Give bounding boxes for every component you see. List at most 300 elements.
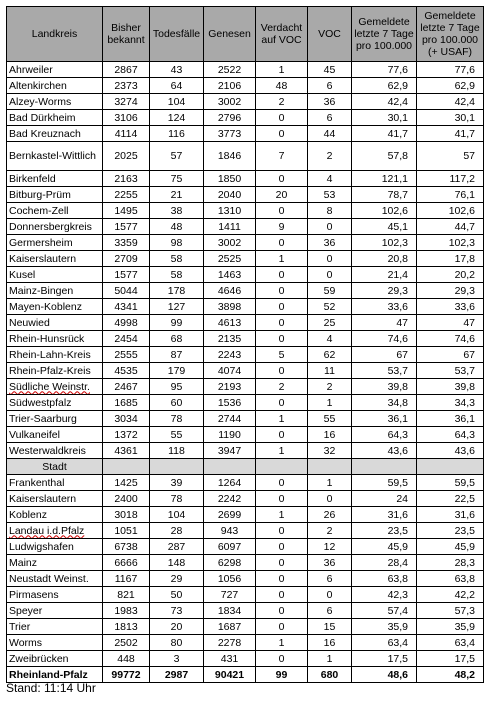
column-header: Gemeldete letzte 7 Tage pro 100.000 <box>352 7 417 62</box>
cell-value: 2193 <box>204 379 256 395</box>
empty-cell <box>308 459 352 475</box>
cell-value: 0 <box>256 203 308 219</box>
table-row <box>7 539 484 555</box>
cell-value: 1685 <box>103 395 150 411</box>
region-name: Donnersbergkreis <box>7 219 103 235</box>
cell-value: 2796 <box>204 110 256 126</box>
cell-value: 0 <box>256 299 308 315</box>
cell-value: 6 <box>308 110 352 126</box>
cell-value: 2106 <box>204 78 256 94</box>
cell-value: 1264 <box>204 475 256 491</box>
column-header: Todesfälle <box>150 7 204 62</box>
cell-value: 2744 <box>204 411 256 427</box>
cell-value: 0 <box>256 587 308 603</box>
cell-value: 58 <box>150 251 204 267</box>
cell-value: 1577 <box>103 219 150 235</box>
cell-value: 0 <box>256 283 308 299</box>
cell-value: 29,3 <box>417 283 484 299</box>
cell-value: 23,5 <box>417 523 484 539</box>
table-row <box>7 251 484 267</box>
cell-value: 50 <box>150 587 204 603</box>
table-row <box>7 443 484 459</box>
region-name: Germersheim <box>7 235 103 251</box>
cell-value: 0 <box>256 555 308 571</box>
cell-value: 15 <box>308 619 352 635</box>
cell-value: 0 <box>256 395 308 411</box>
cell-value: 3898 <box>204 299 256 315</box>
cell-value: 0 <box>308 587 352 603</box>
cell-value: 47 <box>352 315 417 331</box>
region-name: Koblenz <box>7 507 103 523</box>
cell-value: 4535 <box>103 363 150 379</box>
table-row <box>7 635 484 651</box>
cell-value: 178 <box>150 283 204 299</box>
cell-value: 48 <box>150 219 204 235</box>
table-row <box>7 379 484 395</box>
table-row <box>7 299 484 315</box>
cell-value: 31,6 <box>417 507 484 523</box>
table-row <box>7 203 484 219</box>
cell-value: 0 <box>308 491 352 507</box>
region-name: Frankenthal <box>7 475 103 491</box>
region-name <box>7 379 103 395</box>
cell-value: 179 <box>150 363 204 379</box>
cell-value: 1 <box>256 507 308 523</box>
table-row <box>7 171 484 187</box>
column-header: Verdacht auf VOC <box>256 7 308 62</box>
cell-value: 77,6 <box>417 62 484 78</box>
region-name: Bitburg-Prüm <box>7 187 103 203</box>
region-name: Pirmasens <box>7 587 103 603</box>
table-row <box>7 491 484 507</box>
cell-value: 2454 <box>103 331 150 347</box>
cell-value: 24 <box>352 491 417 507</box>
cell-value: 34,3 <box>417 395 484 411</box>
cell-value: 35,9 <box>352 619 417 635</box>
cell-value: 287 <box>150 539 204 555</box>
cell-value: 2 <box>308 142 352 171</box>
table-row <box>7 395 484 411</box>
cell-value: 0 <box>256 491 308 507</box>
cell-value: 1310 <box>204 203 256 219</box>
region-name: Speyer <box>7 603 103 619</box>
cell-value: 4341 <box>103 299 150 315</box>
cell-value: 28,3 <box>417 555 484 571</box>
cell-value: 3 <box>150 651 204 667</box>
cell-value: 45,9 <box>352 539 417 555</box>
cell-value: 0 <box>256 651 308 667</box>
cell-value: 31,6 <box>352 507 417 523</box>
cell-value: 2 <box>308 379 352 395</box>
cell-value: 4613 <box>204 315 256 331</box>
table-row <box>7 235 484 251</box>
cell-value: 44 <box>308 126 352 142</box>
cell-value: 90421 <box>204 667 256 683</box>
cell-value: 2400 <box>103 491 150 507</box>
region-name: Südwestpfalz <box>7 395 103 411</box>
cell-value: 1850 <box>204 171 256 187</box>
cell-value: 87 <box>150 347 204 363</box>
cell-value: 28 <box>150 523 204 539</box>
cell-value: 6 <box>308 603 352 619</box>
cell-value: 21,4 <box>352 267 417 283</box>
region-name: Mainz <box>7 555 103 571</box>
cell-value: 60 <box>150 395 204 411</box>
cell-value: 4 <box>308 171 352 187</box>
table-row <box>7 315 484 331</box>
cell-value: 5044 <box>103 283 150 299</box>
cell-value: 32 <box>308 443 352 459</box>
cell-value: 1 <box>256 251 308 267</box>
cell-value: 35,9 <box>417 619 484 635</box>
cell-value: 12 <box>308 539 352 555</box>
cell-value: 4074 <box>204 363 256 379</box>
cell-value: 33,6 <box>352 299 417 315</box>
empty-cell <box>103 459 150 475</box>
cell-value: 36,1 <box>417 411 484 427</box>
region-name: Bad Kreuznach <box>7 126 103 142</box>
region-name: Kusel <box>7 267 103 283</box>
cell-value: 48,2 <box>417 667 484 683</box>
cell-value: 41,7 <box>417 126 484 142</box>
cell-value: 53,7 <box>417 363 484 379</box>
table-row <box>7 427 484 443</box>
cell-value: 6738 <box>103 539 150 555</box>
cell-value: 75 <box>150 171 204 187</box>
cell-value: 29 <box>150 571 204 587</box>
cell-value: 17,5 <box>417 651 484 667</box>
region-name: Westerwaldkreis <box>7 443 103 459</box>
cell-value: 62,9 <box>352 78 417 94</box>
cell-value: 17,5 <box>352 651 417 667</box>
table-row <box>7 142 484 171</box>
cell-value: 1056 <box>204 571 256 587</box>
region-name: Ludwigshafen <box>7 539 103 555</box>
cell-value: 6097 <box>204 539 256 555</box>
cell-value: 102,6 <box>417 203 484 219</box>
cell-value: 2555 <box>103 347 150 363</box>
cell-value: 53 <box>308 187 352 203</box>
cell-value: 1536 <box>204 395 256 411</box>
cell-value: 2987 <box>150 667 204 683</box>
cell-value: 2135 <box>204 331 256 347</box>
cell-value: 2467 <box>103 379 150 395</box>
cell-value: 3773 <box>204 126 256 142</box>
cell-value: 3018 <box>103 507 150 523</box>
cell-value: 3106 <box>103 110 150 126</box>
column-header: Landkreis <box>7 7 103 62</box>
cell-value: 0 <box>256 171 308 187</box>
cell-value: 5 <box>256 347 308 363</box>
cell-value: 43,6 <box>352 443 417 459</box>
cell-value: 43 <box>150 62 204 78</box>
cell-value: 0 <box>256 475 308 491</box>
region-name: Birkenfeld <box>7 171 103 187</box>
cell-value: 1 <box>308 395 352 411</box>
cell-value: 2709 <box>103 251 150 267</box>
region-name: Altenkirchen <box>7 78 103 94</box>
cell-value: 59 <box>308 283 352 299</box>
cell-value: 3034 <box>103 411 150 427</box>
cell-value: 1190 <box>204 427 256 443</box>
cell-value: 124 <box>150 110 204 126</box>
cell-value: 74,6 <box>417 331 484 347</box>
cell-value: 62,9 <box>417 78 484 94</box>
cell-value: 99 <box>150 315 204 331</box>
region-name: Neuwied <box>7 315 103 331</box>
region-name: Vulkaneifel <box>7 427 103 443</box>
cell-value: 21 <box>150 187 204 203</box>
timestamp-footer: Stand: 11:14 Uhr <box>6 681 96 695</box>
cell-value: 431 <box>204 651 256 667</box>
table-row <box>7 571 484 587</box>
cell-value: 57,8 <box>352 142 417 171</box>
cell-value: 64,3 <box>417 427 484 443</box>
cell-value: 57,3 <box>417 603 484 619</box>
region-name: Rhein-Lahn-Kreis <box>7 347 103 363</box>
cell-value: 57,4 <box>352 603 417 619</box>
cell-value: 1834 <box>204 603 256 619</box>
empty-cell <box>352 459 417 475</box>
cell-value: 45,1 <box>352 219 417 235</box>
cell-value: 4361 <box>103 443 150 459</box>
cell-value: 0 <box>256 427 308 443</box>
cell-value: 943 <box>204 523 256 539</box>
table-row <box>7 62 484 78</box>
column-header: Genesen <box>204 7 256 62</box>
table-row <box>7 587 484 603</box>
cell-value: 95 <box>150 379 204 395</box>
cell-value: 104 <box>150 507 204 523</box>
cell-value: 45 <box>308 62 352 78</box>
cell-value: 36 <box>308 555 352 571</box>
cell-value: 48 <box>256 78 308 94</box>
covid-table <box>6 6 484 683</box>
cell-value: 1495 <box>103 203 150 219</box>
cell-value: 2867 <box>103 62 150 78</box>
table-row <box>7 603 484 619</box>
table-row <box>7 283 484 299</box>
cell-value: 55 <box>308 411 352 427</box>
cell-value: 1411 <box>204 219 256 235</box>
cell-value: 1 <box>256 62 308 78</box>
cell-value: 20,8 <box>352 251 417 267</box>
cell-value: 48,6 <box>352 667 417 683</box>
cell-value: 4646 <box>204 283 256 299</box>
region-name: Rhein-Hunsrück <box>7 331 103 347</box>
region-name: Rhein-Pfalz-Kreis <box>7 363 103 379</box>
cell-value: 30,1 <box>352 110 417 126</box>
cell-value: 1051 <box>103 523 150 539</box>
cell-value: 0 <box>256 571 308 587</box>
cell-value: 68 <box>150 331 204 347</box>
cell-value: 2502 <box>103 635 150 651</box>
region-name: Neustadt Weinst. <box>7 571 103 587</box>
cell-value: 80 <box>150 635 204 651</box>
region-name-text: Landau i.d.Pfalz <box>9 524 85 537</box>
cell-value: 20 <box>150 619 204 635</box>
column-header: Gemeldete letzte 7 Tage pro 100.000 (+ USAF) <box>417 7 484 62</box>
cell-value: 55 <box>150 427 204 443</box>
cell-value: 16 <box>308 635 352 651</box>
region-name: Trier <box>7 619 103 635</box>
region-name: Zweibrücken <box>7 651 103 667</box>
cell-value: 0 <box>256 267 308 283</box>
cell-value: 6298 <box>204 555 256 571</box>
cell-value: 121,1 <box>352 171 417 187</box>
cell-value: 821 <box>103 587 150 603</box>
region-name: Kaiserslautern <box>7 251 103 267</box>
table-row <box>7 619 484 635</box>
cell-value: 6 <box>308 78 352 94</box>
cell-value: 43,6 <box>417 443 484 459</box>
cell-value: 2699 <box>204 507 256 523</box>
cell-value: 38 <box>150 203 204 219</box>
cell-value: 102,3 <box>352 235 417 251</box>
cell-value: 1577 <box>103 267 150 283</box>
cell-value: 4114 <box>103 126 150 142</box>
cell-value: 11 <box>308 363 352 379</box>
cell-value: 2 <box>256 379 308 395</box>
cell-value: 59,5 <box>417 475 484 491</box>
cell-value: 20,2 <box>417 267 484 283</box>
table-row <box>7 507 484 523</box>
cell-value: 39,8 <box>417 379 484 395</box>
cell-value: 2 <box>308 523 352 539</box>
cell-value: 22,5 <box>417 491 484 507</box>
table-body <box>7 62 484 683</box>
table-row <box>7 110 484 126</box>
cell-value: 0 <box>256 110 308 126</box>
cell-value: 78 <box>150 411 204 427</box>
cell-value: 64 <box>150 78 204 94</box>
cell-value: 59,5 <box>352 475 417 491</box>
region-name: Mayen-Koblenz <box>7 299 103 315</box>
header-row <box>7 7 484 62</box>
region-name: Bad Dürkheim <box>7 110 103 126</box>
cell-value: 98 <box>150 235 204 251</box>
cell-value: 0 <box>256 315 308 331</box>
cell-value: 2163 <box>103 171 150 187</box>
cell-value: 118 <box>150 443 204 459</box>
section-row-stadt <box>7 459 484 475</box>
cell-value: 99772 <box>103 667 150 683</box>
empty-cell <box>417 459 484 475</box>
cell-value: 36,1 <box>352 411 417 427</box>
cell-value: 17,8 <box>417 251 484 267</box>
cell-value: 1687 <box>204 619 256 635</box>
cell-value: 2242 <box>204 491 256 507</box>
cell-value: 62 <box>308 347 352 363</box>
cell-value: 99 <box>256 667 308 683</box>
cell-value: 1 <box>308 475 352 491</box>
region-name-text: Südliche Weinstr. <box>9 380 90 393</box>
table-row <box>7 475 484 491</box>
region-name: Bernkastel-Wittlich <box>7 142 103 171</box>
cell-value: 33,6 <box>417 299 484 315</box>
cell-value: 2040 <box>204 187 256 203</box>
cell-value: 1 <box>256 635 308 651</box>
cell-value: 1463 <box>204 267 256 283</box>
cell-value: 42,3 <box>352 587 417 603</box>
cell-value: 76,1 <box>417 187 484 203</box>
cell-value: 57 <box>417 142 484 171</box>
column-header: Bisher bekannt <box>103 7 150 62</box>
cell-value: 64,3 <box>352 427 417 443</box>
region-name: Mainz-Bingen <box>7 283 103 299</box>
cell-value: 7 <box>256 142 308 171</box>
cell-value: 42,2 <box>417 587 484 603</box>
cell-value: 3274 <box>103 94 150 110</box>
table-row <box>7 219 484 235</box>
cell-value: 1813 <box>103 619 150 635</box>
cell-value: 2255 <box>103 187 150 203</box>
cell-value: 2522 <box>204 62 256 78</box>
table-row <box>7 347 484 363</box>
cell-value: 1846 <box>204 142 256 171</box>
region-name: Cochem-Zell <box>7 203 103 219</box>
cell-value: 44,7 <box>417 219 484 235</box>
cell-value: 42,4 <box>417 94 484 110</box>
region-name: Rheinland-Pfalz <box>7 667 103 683</box>
cell-value: 63,8 <box>417 571 484 587</box>
cell-value: 39 <box>150 475 204 491</box>
cell-value: 0 <box>256 603 308 619</box>
cell-value: 42,4 <box>352 94 417 110</box>
empty-cell <box>256 459 308 475</box>
cell-value: 0 <box>308 219 352 235</box>
cell-value: 148 <box>150 555 204 571</box>
cell-value: 47 <box>417 315 484 331</box>
cell-value: 20 <box>256 187 308 203</box>
empty-cell <box>150 459 204 475</box>
cell-value: 58 <box>150 267 204 283</box>
cell-value: 30,1 <box>417 110 484 126</box>
region-name: Trier-Saarburg <box>7 411 103 427</box>
cell-value: 74,6 <box>352 331 417 347</box>
cell-value: 29,3 <box>352 283 417 299</box>
column-header: VOC <box>308 7 352 62</box>
cell-value: 78 <box>150 491 204 507</box>
cell-value: 16 <box>308 427 352 443</box>
cell-value: 0 <box>256 539 308 555</box>
cell-value: 26 <box>308 507 352 523</box>
region-name: Worms <box>7 635 103 651</box>
cell-value: 1 <box>256 443 308 459</box>
cell-value: 1372 <box>103 427 150 443</box>
cell-value: 25 <box>308 315 352 331</box>
table-row <box>7 187 484 203</box>
cell-value: 4 <box>308 331 352 347</box>
cell-value: 0 <box>256 363 308 379</box>
table-row <box>7 331 484 347</box>
cell-value: 1425 <box>103 475 150 491</box>
cell-value: 104 <box>150 94 204 110</box>
cell-value: 67 <box>352 347 417 363</box>
cell-value: 127 <box>150 299 204 315</box>
cell-value: 73 <box>150 603 204 619</box>
cell-value: 34,8 <box>352 395 417 411</box>
cell-value: 102,6 <box>352 203 417 219</box>
covid-table-container <box>6 6 484 683</box>
cell-value: 3002 <box>204 235 256 251</box>
cell-value: 63,4 <box>417 635 484 651</box>
cell-value: 3002 <box>204 94 256 110</box>
cell-value: 0 <box>256 523 308 539</box>
cell-value: 28,4 <box>352 555 417 571</box>
region-name <box>7 523 103 539</box>
cell-value: 2525 <box>204 251 256 267</box>
